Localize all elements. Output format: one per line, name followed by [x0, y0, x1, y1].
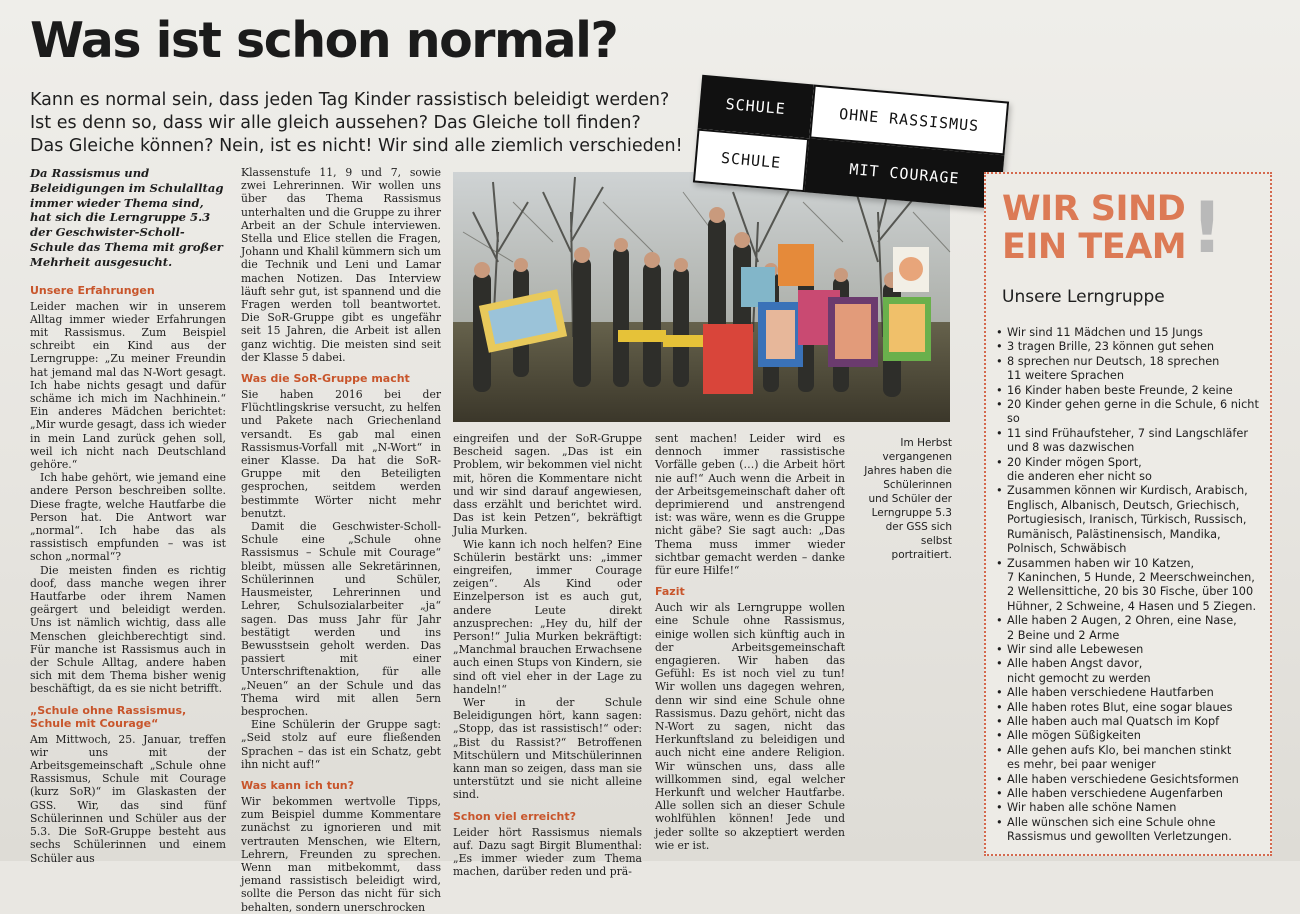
paragraph: Klassenstufe 11, 9 und 7, sowie zwei Lehrerinnen. Wir wollen uns über das Thema Rassismus unterhalten und die Gruppe zu ihrer Arbeit an der Schule interviewen. Stella und Elice stellen die Fragen, Johann und Khalil kümmern sich um die Technik und Leni und Lamar machen Notizen. Das Interview läuft sehr gut, ist spannend und die Fragen werden toll beantwortet. Die SoR-Gruppe gibt es ungefähr seit 15 Jahren, die Arbeit ist allen ganz wichtig. Die meisten sind seit der Klasse 5 dabei. [241, 166, 441, 364]
list-item: • Alle haben rotes Blut, eine sogar blaues [994, 701, 1266, 715]
team-facts-list [994, 326, 1266, 845]
paragraph: Ich habe gehört, wie jemand eine andere Person beschreiben sollte. Diese fragte, welche Hautfarbe die Person hat. Die Antwort war „normal“. Ich habe das als rassistisch empfunden – was ist schon „normal“? [30, 471, 226, 564]
article-column-4 [655, 432, 845, 858]
list-item: • Alle mögen Süßigkeiten [994, 729, 1266, 743]
photo-caption: Im Herbst vergangenen Jahres haben die Schülerinnen und Schüler der Lerngruppe 5.3 der GSS sich selbst portraitiert. [864, 437, 952, 561]
deck [30, 89, 690, 158]
list-item: • Alle haben 2 Augen, 2 Ohren, eine Nase, 2 Beine und 2 Arme [994, 614, 1266, 643]
list-item: • Wir sind alle Lebewesen [994, 643, 1266, 657]
subheading-achieved: Schon viel erreicht? [453, 809, 577, 823]
subheading-conclusion: Fazit [655, 585, 685, 599]
deck-line: Kann es normal sein, dass jeden Tag Kinder rassistisch beleidigt werden? [30, 90, 670, 110]
paragraph: Wer in der Schule Beleidigungen hört, kann sagen: „Stopp, das ist rassistisch!“ oder: „Bist du Rassist?“ Betroffenen Mitschülern und Mitschülerinnen kann man so zeigen, dass man sie unterstützt und sie nicht alleine sind. [453, 696, 642, 802]
list-item: • Alle wünschen sich eine Schule ohne Rassismus und gewollten Verletzungen. [994, 816, 1266, 845]
exclamation-mark: ! [1191, 187, 1223, 269]
list-item: • Alle haben verschiedene Gesichtsformen [994, 773, 1266, 787]
paragraph: Leider hört Rassismus niemals auf. Dazu sagt Birgit Blumenthal: „Es immer wieder zum Thema machen, darüber reden und prä- [453, 825, 642, 879]
paragraph: Eine Schülerin der Gruppe sagt: „Seid stolz auf eure fließenden Sprachen – das ist ein Schatz, gebt ihn nicht auf!“ [241, 718, 441, 771]
team-title-line: EIN TEAM [1002, 227, 1187, 267]
list-item: • Alle haben verschiedene Hautfarben [994, 686, 1266, 700]
paragraph: Am Mittwoch, 25. Januar, treffen wir uns mit der Arbeitsgemeinschaft „Schule ohne Rassismus, Schule mit Courage (kurz SoR)“ im Glaskasten der GSS. Wir, das sind fünf Schülerinnen und Schüler aus der 5.3. Die SoR-Gruppe besteht aus sechs Schülerinnen und einem Schüler aus [30, 732, 226, 865]
team-subtitle: Unsere Lerngruppe [1002, 287, 1165, 307]
subheading-sor: „Schule ohne Rassismus, Schule mit Courage“ [30, 703, 187, 730]
list-item: • 8 sprechen nur Deutsch, 18 sprechen 11 weitere Sprachen [994, 355, 1266, 384]
list-item: • 20 Kinder gehen gerne in die Schule, 6 nicht so [994, 398, 1266, 427]
article-column-2 [241, 166, 441, 914]
list-item: • Alle gehen aufs Klo, bei manchen stinkt es mehr, bei paar weniger [994, 744, 1266, 773]
paragraph: sent machen! Leider wird es dennoch immer rassistische Vorfälle geben (…) die Arbeit hört nie auf!“ Auch wenn die Arbeit in der Arbeitsgemeinschaft daher oft deprimierend und anstrengend ist: was wäre, wenn es die Gruppe nicht gäbe? Sie sagt auch: „Das Thema muss immer wieder sichtbar gemacht werden – danke für eure Hilfe!“ [655, 432, 845, 578]
list-item: • 16 Kinder haben beste Freunde, 2 keine [994, 384, 1266, 398]
photo-illustration [453, 172, 950, 422]
list-item: • 3 tragen Brille, 23 können gut sehen [994, 340, 1266, 354]
paragraph: Die meisten finden es richtig doof, dass manche wegen ihrer Hautfarbe oder ihrem Namen geärgert und beleidigt werden. Uns ist nämlich wichtig, dass alle Menschen gleichberechtigt sind. Für manche ist Rassismus auch in der Schule Alltag, andere haben sich mit dem Thema bisher wenig beschäftigt, da es sie nicht betrifft. [30, 563, 226, 696]
headline: Was ist schon normal? [30, 12, 618, 69]
list-item: • Zusammen können wir Kurdisch, Arabisch, Englisch, Albanisch, Deutsch, Griechisch, Portugiesisch, Iranisch, Türkisch, Russisch, Rumänisch, Palästinensisch, Mandika, Polnisch, Schwäbisch [994, 484, 1266, 556]
paragraph: Leider machen wir in unserem Alltag immer wieder Erfahrungen mit Rassismus. Zum Beispiel schreibt ein Kind aus der Lerngruppe: „Zu meiner Freundin hat jemand mal das N-Wort gesagt. Ich habe nichts gesagt und dafür schäme ich mich im Nachhinein.“ Ein anderes Mädchen berichtet: „Mir wurde gesagt, dass ich wieder in mein Land zurück gehen soll, weil ich nicht nach Deutschland gehöre.“ [30, 299, 226, 472]
list-item: • Alle haben verschiedene Augenfarben [994, 787, 1266, 801]
paragraph: eingreifen und der SoR-Gruppe Bescheid sagen. „Das ist ein Problem, wir bekommen viel nicht mit, hören die Kommentare nicht und wir sind darauf angewiesen, dass erzählt und berichtet wird. Das ist kein Petzen“, bekräftigt Julia Murken. [453, 432, 642, 538]
paragraph: Wie kann ich noch helfen? Eine Schülerin bestärkt uns: „immer eingreifen, immer Courage zeigen“. Als Kind oder Einzelperson ist es auch gut, andere Leute direkt anzusprechen: „Hey du, hilf der Person!“ Julia Murken bekräftigt: „Manchmal brauchen Erwachsene auch einen Stups von Kindern, sie sind oft viel eher in der Lage zu handeln!“ [453, 537, 642, 696]
list-item: • Wir sind 11 Mädchen und 15 Jungs [994, 326, 1266, 340]
team-info-box [984, 172, 1272, 856]
subheading-experiences: Unsere Erfahrungen [30, 283, 155, 297]
subheading-sor-group: Was die SoR-Gruppe macht [241, 372, 410, 386]
deck-line: Ist es denn so, dass wir alle gleich aussehen? Das Gleiche toll finden? [30, 113, 641, 133]
article-column-3 [453, 432, 642, 879]
group-photo [453, 172, 950, 422]
paragraph: Damit die Geschwister-Scholl-Schule eine „Schule ohne Rassismus – Schule mit Courage“ bleibt, müssen alle Sekretärinnen, Schülerinnen und Schüler, Hausmeister, Lehrerinnen und Lehrer, Schulsozialarbeiter „ja“ sagen. Das muss Jahr für Jahr bestätigt werden und ins Bewusstsein geholt werden. Das passiert mit einer Unterschriftenaktion, für alle „Neuen“ an der Schule und das Thema wird mit allen 5ern besprochen. [241, 520, 441, 718]
list-item: • Alle haben Angst davor, nicht gemocht zu werden [994, 657, 1266, 686]
deck-line: Das Gleiche können? Nein, ist es nicht! Wir sind alle ziemlich verschieden! [30, 136, 683, 156]
logo-cell: SCHULE [693, 129, 809, 193]
logo-cell: OHNE RASSISMUS [809, 85, 1009, 156]
paragraph: Auch wir als Lerngruppe wollen eine Schule ohne Rassismus, einige wollen sich künftig auch in der Arbeitsgemeinschaft engagieren. Wir haben das Gefühl: Es ist noch viel zu tun! Wir wollen uns dagegen wehren, denn wir sind eine Schule ohne Rassismus. Dazu gehört, nicht das N-Wort zu sagen, nicht das Herkunftsland zu beleidigen und auch nicht eine andere Religion. Wir wünschen uns, dass alle willkommen sind, egal welcher Herkunft und welcher Hautfarbe. Alle sollen sich an dieser Schule wohlfühlen können! Jede und jeder sollte so akzeptiert werden wie er ist. [655, 601, 845, 852]
list-item: • 11 sind Frühaufsteher, 7 sind Langschläfer und 8 was dazwischen [994, 427, 1266, 456]
list-item: • Zusammen haben wir 10 Katzen, 7 Kaninchen, 5 Hunde, 2 Meerschweinchen, 2 Wellensittiche, 20 bis 30 Fische, über 100 Hühner, 2 Schweine, 4 Hasen und 5 Ziegen. [994, 557, 1266, 615]
team-title-line: WIR SIND [1002, 189, 1186, 229]
list-item: • Alle haben auch mal Quatsch im Kopf [994, 715, 1266, 729]
team-title [1002, 190, 1186, 266]
list-item: • 20 Kinder mögen Sport, die anderen eher nicht so [994, 456, 1266, 485]
list-item: • Wir haben alle schöne Namen [994, 801, 1266, 815]
logo-cell: SCHULE [698, 75, 814, 139]
paragraph: Wir bekommen wertvolle Tipps, zum Beispiel dumme Kommentare zunächst zu ignorieren und mit vertrauten Menschen, wie Eltern, Lehrern, Freunden zu sprechen. Wenn man mitbekommt, dass jemand rassistisch beleidigt wird, sollte die Person das nicht für sich behalten, sondern unerschrocken [241, 794, 441, 914]
article-column-1 [30, 166, 226, 865]
subheading-what-can-i-do: Was kann ich tun? [241, 778, 355, 792]
paragraph: Sie haben 2016 bei der Flüchtlingskrise versucht, zu helfen und Pakete nach Griechenland versandt. Es gab mal einen Rassismus-Vorfall mit „N-Wort“ in einer Klasse. Da hat die SoR-Gruppe mit den Beteiligten gesprochen, seitdem werden bestimmte Wörter nicht mehr benutzt. [241, 388, 441, 520]
lead-paragraph: Da Rassismus und Beleidigungen im Schulalltag immer wieder Thema sind, hat sich die Lerngruppe 5.3 der Geschwister-Scholl-Schule das Thema mit großer Mehrheit ausgesucht. [30, 166, 224, 269]
logo-cell: MIT COURAGE [804, 138, 1004, 209]
